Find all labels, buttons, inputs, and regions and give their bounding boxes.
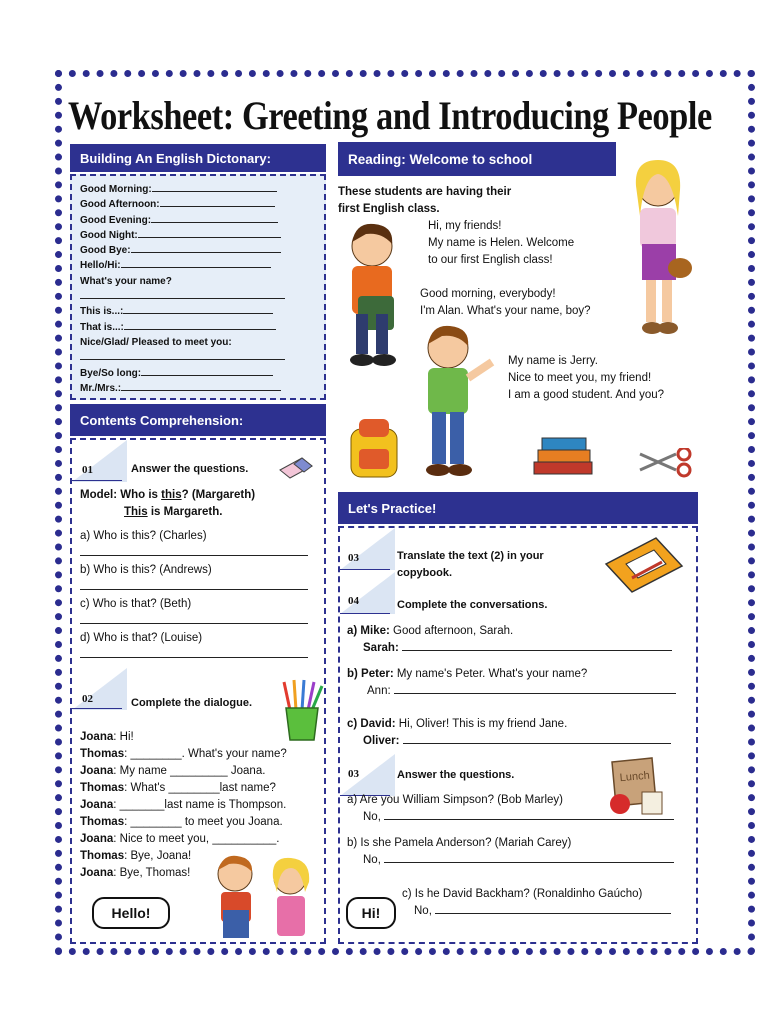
dict-item: Good Morning: bbox=[80, 182, 320, 197]
question-b: b) Is she Pamela Anderson? (Mariah Carey) No, bbox=[347, 835, 692, 869]
dict-item: Nice/Glad/ Pleased to meet you: bbox=[80, 336, 232, 348]
dialogue-line: Joana: My name _________ Joana. bbox=[80, 765, 266, 777]
tab-underline bbox=[340, 569, 390, 570]
exercise-04-title: Complete the conversations. bbox=[397, 599, 548, 611]
dialogue-line: Joana: Hi! bbox=[80, 731, 134, 743]
question: c) Who is that? (Beth) bbox=[80, 598, 192, 610]
lunch-label: Lunch bbox=[619, 769, 651, 785]
dict-item: Mr./Mrs.: bbox=[80, 381, 320, 396]
hi-bubble: Hi! bbox=[346, 897, 396, 929]
dict-item: Hello/Hi: bbox=[80, 258, 320, 273]
dict-item: Bye/So long: bbox=[80, 366, 320, 381]
question: d) Who is that? (Louise) bbox=[80, 632, 203, 644]
model-example: Model: Who is this? (Margareth) This is Margareth. bbox=[80, 489, 256, 518]
exercise-01-tab bbox=[72, 440, 127, 482]
dialogue-line: Thomas: Bye, Joana! bbox=[80, 850, 192, 862]
tab-underline bbox=[72, 480, 122, 481]
dictionary-list bbox=[80, 182, 320, 396]
worksheet-title: Worksheet: Greeting and Introducing People bbox=[68, 93, 712, 138]
question: a) Who is this? (Charles) bbox=[80, 530, 207, 542]
jerry-speech: My name is Jerry. Nice to meet you, my friend! I am a good student. And you? bbox=[508, 355, 665, 401]
jerry-illustration bbox=[412, 322, 502, 480]
exercise-02-tab bbox=[72, 668, 127, 710]
exercise-02-title: Complete the dialogue. bbox=[131, 697, 253, 709]
reading-header: Reading: Welcome to school bbox=[338, 142, 616, 176]
exercise-03-number: 03 bbox=[348, 552, 359, 564]
comprehension-questions bbox=[80, 528, 320, 664]
alan-speech: Good morning, everybody! I'm Alan. What's your name, boy? bbox=[420, 288, 591, 317]
practice-header: Let's Practice! bbox=[338, 492, 698, 524]
tab-underline bbox=[72, 708, 122, 709]
dialogue-line: Joana: _______last name is Thompson. bbox=[80, 799, 287, 811]
books-icon bbox=[530, 428, 596, 478]
comprehension-header: Contents Comprehension: bbox=[70, 404, 326, 436]
dict-item: Good Afternoon: bbox=[80, 197, 320, 212]
reading-intro: These students are having their first English class. bbox=[338, 186, 512, 215]
hello-bubble: Hello! bbox=[92, 897, 170, 929]
conversation-a: a) Mike: Good afternoon, Sarah. Sarah: bbox=[347, 623, 692, 657]
alan-illustration bbox=[338, 220, 413, 370]
dict-item: That is...: bbox=[80, 320, 320, 335]
question-a: a) Are you William Simpson? (Bob Marley) No, bbox=[347, 792, 692, 826]
exercise-03-title: Translate the text (2) in your copybook. bbox=[397, 550, 544, 579]
dialogue-line: Joana: Bye, Thomas! bbox=[80, 867, 191, 879]
exercise-02-number: 02 bbox=[82, 693, 93, 705]
conversation-c: c) David: Hi, Oliver! This is my friend Jane. Oliver: bbox=[347, 716, 692, 750]
dialogue-line: Thomas: ________. What's your name? bbox=[80, 748, 287, 760]
tab-underline bbox=[340, 613, 390, 614]
exercise-04-number: 04 bbox=[348, 595, 359, 607]
question: b) Who is this? (Andrews) bbox=[80, 564, 212, 576]
kids-illustration bbox=[205, 852, 325, 942]
exercise-01-number: 01 bbox=[82, 464, 93, 476]
exercise-05-title: Answer the questions. bbox=[397, 769, 515, 781]
helen-illustration bbox=[622, 156, 694, 340]
dict-item: Good Evening: bbox=[80, 213, 320, 228]
dict-line bbox=[80, 289, 320, 304]
dict-item: What's your name? bbox=[80, 275, 172, 287]
dict-line bbox=[80, 350, 320, 365]
question-c: c) Is he David Backham? (Ronaldinho Gaúcho) No, bbox=[402, 886, 692, 920]
exercise-01-title: Answer the questions. bbox=[131, 463, 249, 475]
dictionary-header: Building An English Dictonary: bbox=[70, 144, 326, 172]
scissors-icon bbox=[636, 448, 696, 478]
dict-item: Good Night: bbox=[80, 228, 320, 243]
conversation-b: b) Peter: My name's Peter. What's your name? Ann: bbox=[347, 666, 692, 700]
dialogue-line: Thomas: ________ to meet you Joana. bbox=[80, 816, 283, 828]
backpack-icon bbox=[345, 415, 403, 481]
helen-speech: Hi, my friends! My name is Helen. Welcome to our first English class! bbox=[428, 220, 575, 266]
dict-item: Good Bye: bbox=[80, 243, 320, 258]
dict-item: This is...: bbox=[80, 304, 320, 319]
eraser-icon bbox=[276, 454, 316, 480]
dialogue-line: Thomas: What's ________last name? bbox=[80, 782, 276, 794]
notebook-icon bbox=[602, 534, 686, 596]
dialogue-line: Joana: Nice to meet you, __________. bbox=[80, 833, 280, 845]
exercise-04-tab bbox=[340, 572, 395, 614]
exercise-05-number: 03 bbox=[348, 768, 359, 780]
